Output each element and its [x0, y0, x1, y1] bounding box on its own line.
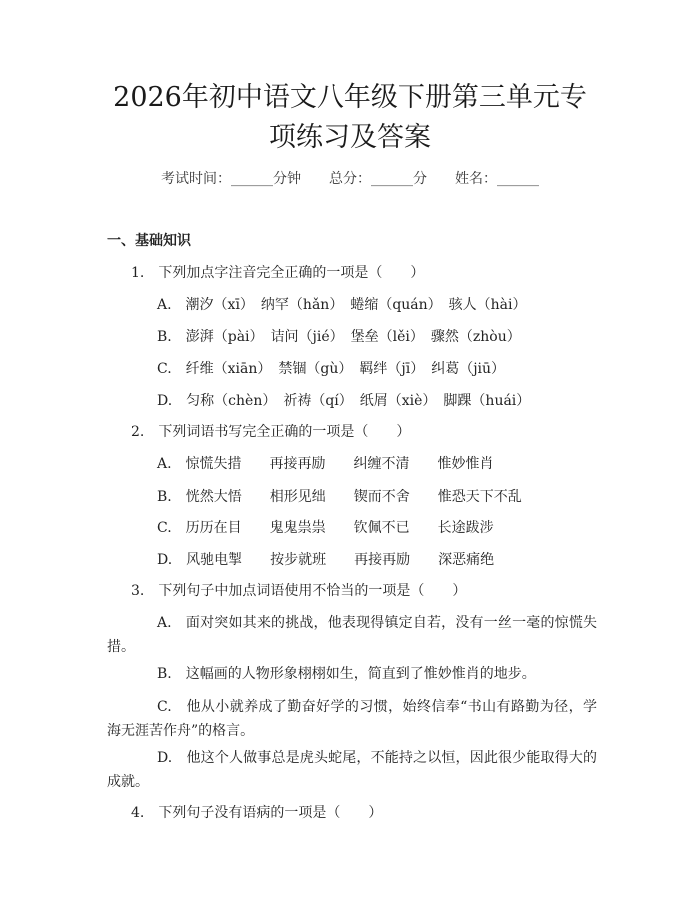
question-3-option-d: D. 他这个人做事总是虎头蛇尾，不能持之以恒，因此很少能取得大的成就。 — [107, 750, 597, 790]
exam-info-line: 考试时间：______分钟 总分：______分 姓名：______ — [161, 171, 539, 187]
question-2-option-a: A. 惊慌失措 再接再励 纠缠不清 惟妙惟肖 — [157, 456, 494, 472]
question-2-option-b: B. 恍然大悟 相形见绌 锲而不舍 惟恐天下不乱 — [157, 489, 522, 505]
question-1-option-d: D. 匀称（chèn） 祈祷（qí） 纸屑（xiè） 脚踝（huái） — [157, 393, 531, 409]
question-1-stem: 1. 下列加点字注音完全正确的一项是（ ） — [131, 265, 425, 281]
question-2-option-c: C. 历历在目 鬼鬼祟祟 钦佩不已 长途跋涉 — [157, 520, 494, 536]
question-4-stem: 4. 下列句子没有语病的一项是（ ） — [131, 805, 383, 821]
question-3-option-b: B. 这幅画的人物形象栩栩如生，简直到了惟妙惟肖的地步。 — [157, 666, 536, 682]
question-1-option-c: C. 纤维（xiān） 禁锢（gù） 羁绊（jī） 纠葛（jiū） — [157, 361, 506, 377]
question-2-stem: 2. 下列词语书写完全正确的一项是（ ） — [131, 424, 411, 440]
question-1-option-b: B. 澎湃（pài） 诘问（jié） 堡垒（lěi） 骤然（zhòu） — [157, 329, 521, 345]
question-3-option-c: C. 他从小就养成了勤奋好学的习惯，始终信奉“书山有路勤为径，学海无涯苦作舟”的格言。 — [107, 699, 597, 739]
page-title: 2026年初中语文八年级下册第三单元专项练习及答案 — [113, 82, 587, 153]
question-1-option-a: A. 潮汐（xī） 纳罕（hǎn） 蜷缩（quán） 骇人（hài） — [157, 297, 527, 313]
section-heading: 一、基础知识 — [107, 233, 191, 249]
question-3-option-a: A. 面对突如其来的挑战，他表现得镇定自若，没有一丝一毫的惊慌失措。 — [107, 615, 597, 655]
question-3-stem: 3. 下列句子中加点词语使用不恰当的一项是（ ） — [131, 583, 467, 599]
question-2-option-d: D. 风驰电掣 按步就班 再接再励 深恶痛绝 — [157, 552, 495, 568]
